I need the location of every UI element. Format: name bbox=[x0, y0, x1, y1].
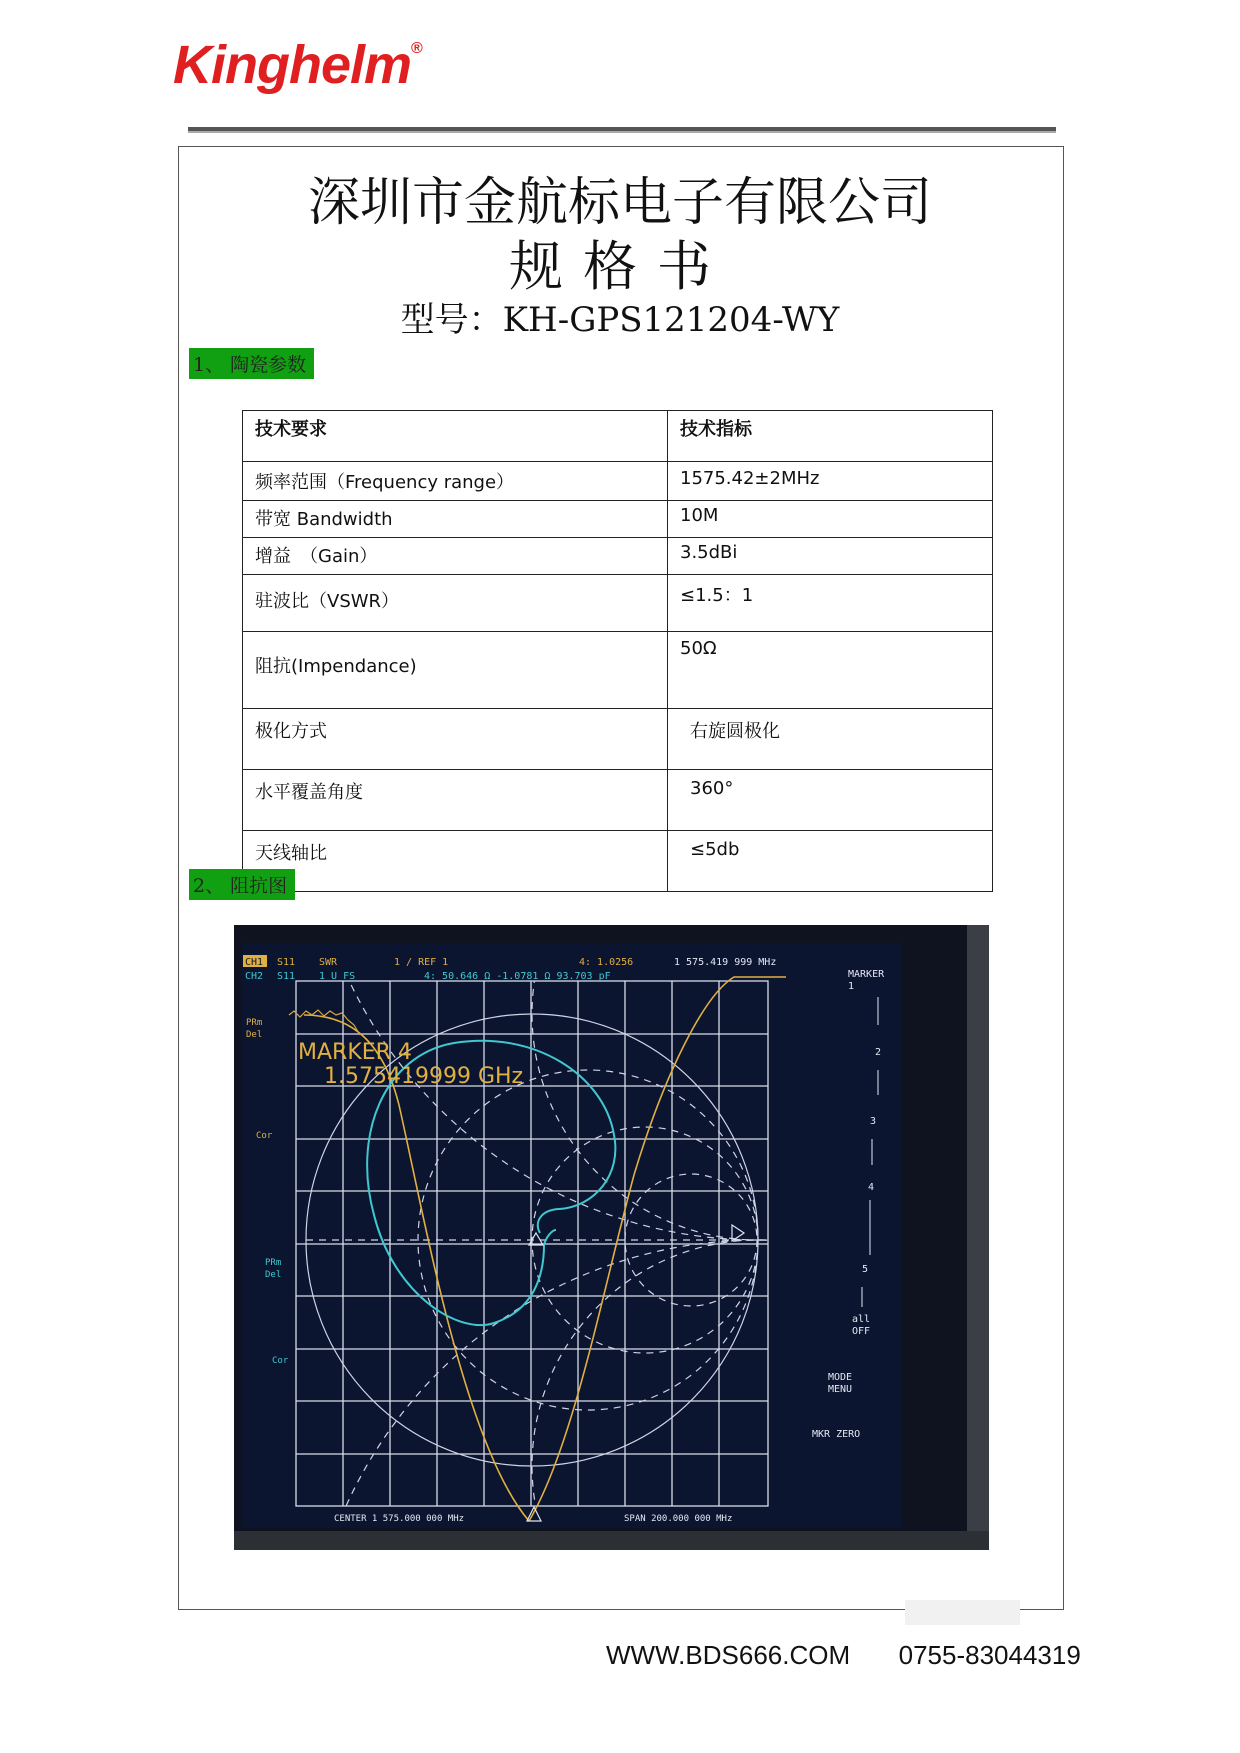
prm-del-label-2: PRm Del bbox=[265, 1258, 282, 1280]
row-label: 极化方式 bbox=[243, 709, 668, 770]
table-header-row bbox=[243, 411, 993, 462]
softkey-2[interactable]: 2 bbox=[875, 1047, 882, 1058]
network-analyzer-photo bbox=[234, 925, 989, 1550]
row-value: ≤5db bbox=[668, 831, 993, 892]
softkey-mkr-zero[interactable]: MKR ZERO bbox=[812, 1429, 861, 1440]
table-row bbox=[243, 632, 993, 709]
table-row bbox=[243, 538, 993, 575]
center-frequency: CENTER 1 575.000 000 MHz bbox=[334, 1514, 465, 1524]
ch2-label: CH2 bbox=[245, 971, 264, 982]
header-spec: 技术指标 bbox=[668, 411, 993, 462]
section-heading-ceramic-params: 1、 陶瓷参数 bbox=[189, 348, 314, 379]
row-label: 带宽 Bandwidth bbox=[243, 501, 668, 538]
row-label: 阻抗(Impendance) bbox=[243, 632, 668, 709]
marker-frequency: 1.575419999 GHz bbox=[324, 1064, 524, 1089]
model-number: 型号：KH-GPS121204-WY bbox=[400, 300, 840, 340]
cor-label-2: Cor bbox=[272, 1356, 289, 1366]
table-row bbox=[243, 575, 993, 632]
softkey-mode-menu[interactable]: MODE MENU bbox=[828, 1372, 853, 1395]
cor-label-1: Cor bbox=[256, 1131, 273, 1141]
header-rule bbox=[188, 127, 1056, 133]
footer-contact bbox=[606, 1640, 1081, 1671]
row-label: 驻波比（VSWR） bbox=[243, 575, 668, 632]
ref-label: 1 / REF 1 bbox=[394, 957, 449, 968]
table-row bbox=[243, 770, 993, 831]
row-value: 3.5dBi bbox=[668, 538, 993, 575]
softkey-5[interactable]: 5 bbox=[862, 1264, 869, 1275]
marker-swr-readout: 4: 1.0256 bbox=[579, 957, 634, 968]
row-value: 右旋圆极化 bbox=[668, 709, 993, 770]
kinghelm-logo: Kinghelm® bbox=[173, 35, 422, 95]
document-title: 规格书 bbox=[509, 235, 731, 298]
span-frequency: SPAN 200.000 000 MHz bbox=[624, 1514, 733, 1524]
swr-label: SWR bbox=[319, 957, 338, 968]
marker-frequency-readout: 1 575.419 999 MHz bbox=[674, 957, 777, 968]
registered-mark: ® bbox=[411, 40, 422, 57]
section-heading-impedance-chart: 2、 阻抗图 bbox=[189, 869, 295, 900]
row-value: 10M bbox=[668, 501, 993, 538]
row-value: ≤1.5：1 bbox=[668, 575, 993, 632]
prm-del-label-1: PRm Del bbox=[246, 1018, 263, 1040]
marker-label: MARKER 4 bbox=[298, 1040, 412, 1065]
softkey-3[interactable]: 3 bbox=[870, 1116, 877, 1127]
row-value: 360° bbox=[668, 770, 993, 831]
ufs-label: 1 U FS bbox=[319, 971, 356, 982]
website-link[interactable]: WWW.BDS666.COM bbox=[606, 1640, 851, 1670]
header-requirement: 技术要求 bbox=[243, 411, 668, 462]
row-label: 天线轴比 bbox=[243, 831, 668, 892]
row-value: 50Ω bbox=[668, 632, 993, 709]
ch1-label: CH1 bbox=[245, 957, 264, 968]
softkey-4[interactable]: 4 bbox=[868, 1182, 875, 1193]
table-row bbox=[243, 501, 993, 538]
s11-label-a: S11 bbox=[277, 957, 296, 968]
s11-label-b: S11 bbox=[277, 971, 296, 982]
softkey-all-off[interactable]: all OFF bbox=[852, 1314, 871, 1337]
table-row bbox=[243, 462, 993, 501]
softkey-marker-1[interactable]: MARKER 1 bbox=[848, 969, 885, 992]
row-label: 频率范围（Frequency range） bbox=[243, 462, 668, 501]
spec-table bbox=[242, 410, 993, 892]
row-label: 水平覆盖角度 bbox=[243, 770, 668, 831]
row-label: 增益 （Gain） bbox=[243, 538, 668, 575]
table-row bbox=[243, 709, 993, 770]
company-name: 深圳市金航标电子有限公司 bbox=[307, 173, 932, 233]
phone-number: 0755-83044319 bbox=[898, 1640, 1081, 1670]
table-row bbox=[243, 831, 993, 892]
footer-patch bbox=[905, 1600, 1020, 1625]
smith-chart-screen bbox=[234, 925, 989, 1550]
marker-impedance-readout: 4: 50.646 Ω -1.0781 Ω 93.703 pF bbox=[424, 971, 611, 982]
row-value: 1575.42±2MHz bbox=[668, 462, 993, 501]
